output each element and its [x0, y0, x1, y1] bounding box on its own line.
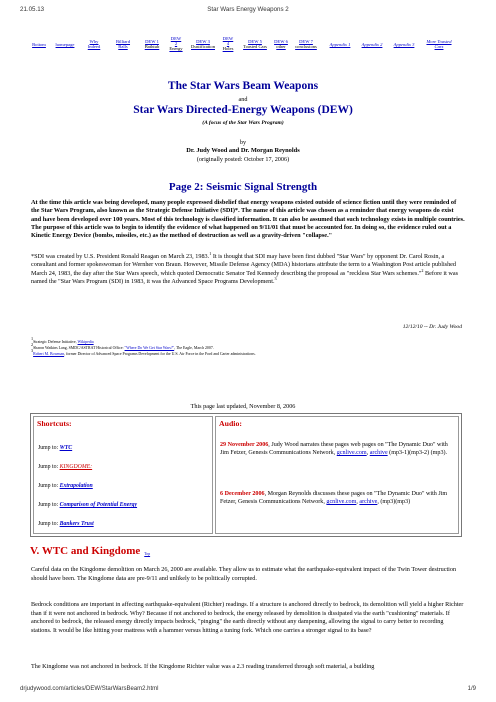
- footnote-2-link[interactable]: "Where Do We Get Star Wars?": [124, 346, 175, 350]
- mp3-links[interactable]: , (mp3)(mp3): [377, 499, 411, 506]
- audio-entry-text: , Morgan Reynolds discusses these pages on "The Dynamic Duo" with Jim Fetzer, Genesis Communications Network,: [220, 491, 448, 506]
- wtc-paragraph-3: The Kingdome was not anchored in bedrock. If the Kingdome Richter value was a 2.3 reading transferred through soft material, a building: [31, 663, 375, 670]
- nav-why-line1: Why: [89, 39, 99, 44]
- footnote-3: $^3$Robert M. Bowman, former Director of Advanced Space Programs Development for the U.S. Air Force in the Ford and Carter administrations.: [31, 348, 256, 356]
- sdi-paragraph: [31, 253, 465, 287]
- nav-billiard-line1: Billiard: [115, 39, 131, 44]
- nav-dew2-line2: 2: [174, 41, 178, 47]
- footnote-1-link[interactable]: Wikipedia: [77, 340, 94, 344]
- footnote-3-post: , former Director of Advanced Space Programs Development for the U.S. Air Force in the Ford and Carter administrations.: [64, 352, 256, 356]
- audio-entry: [220, 441, 454, 457]
- archive-link[interactable]: archive: [369, 450, 388, 457]
- page-title: Page 2: Seismic Signal Strength: [168, 181, 318, 193]
- audio-entry-date: 29 November 2006: [220, 442, 269, 448]
- print-date: 21.05.13: [20, 6, 45, 13]
- footnote-3-link[interactable]: Robert M. Bowman: [33, 352, 65, 356]
- nav-dew5-line2: Toasted Cars: [243, 44, 267, 50]
- top-link[interactable]: Top: [144, 552, 151, 556]
- nav-appendix1-link[interactable]: Appendix 1: [329, 42, 351, 47]
- sdi-text-1: *SDI was created by U.S. President Ronald Reagan on March 23, 1983.: [31, 253, 210, 260]
- jump-label: Jump to:: [38, 502, 60, 508]
- heading-dew: Star Wars Directed-Energy Weapons (DEW): [133, 104, 353, 116]
- audio-entry-text: , Judy Wood narrates these pages web pages on "The Dynamic Duo" with Jim Fetzer, Genesis Communications Network,: [220, 442, 448, 457]
- nav-dew6-line1: DEW 6: [274, 39, 288, 44]
- nav-billiard-line2: Balls: [118, 44, 128, 50]
- footnotes: [31, 336, 465, 357]
- shortcuts-panel: [33, 416, 213, 534]
- nav-dew4-link[interactable]: [220, 36, 236, 52]
- nav-dew5-link[interactable]: [240, 39, 270, 49]
- audio-panel: [215, 416, 459, 534]
- byline-authors: Dr. Judy Wood and Dr. Morgan Reynolds: [186, 147, 300, 154]
- jump-label: Jump to:: [38, 521, 60, 527]
- separator: ,: [366, 450, 370, 457]
- nav-why-indeed-link[interactable]: [84, 39, 104, 49]
- shortcut-comparison-link[interactable]: Comparison of Potential Energy: [59, 502, 138, 508]
- nav-toasted-line1: More Toasted: [426, 39, 452, 44]
- nav-dew4-line2: 4: [226, 41, 230, 47]
- gcnlive-link[interactable]: gcnlive.com: [326, 499, 357, 506]
- print-title: Star Wars Energy Weapons 2: [207, 6, 289, 13]
- jump-label: Jump to:: [38, 445, 60, 451]
- audio-title: Audio:: [219, 419, 242, 428]
- nav-dew4-line3: Holes: [222, 46, 234, 52]
- nav-why-line2: Indeed: [87, 44, 101, 50]
- posted-date: (originally posted: October 17, 2006): [196, 156, 290, 163]
- jump-label: Jump to:: [38, 464, 60, 470]
- heading-focus: (A focus of the Star Wars Program): [202, 120, 284, 126]
- signature: 12/12/10 -- Dr. Judy Wood: [402, 324, 462, 330]
- wtc-paragraph-2: Bedrock conditions are important in affecting earthquake-equivalent (Richter) readings. If a structure is anchored directly to bedrock, its demolition will yield a higher Richter than if it were not anchored in bedrock. Why? Because if not anchored to bedrock, the energy released by demolition is dissipated via the earth "cushioning" materials. If anchored to bedrock, the released energy directly impacts bedrock, "pinging" the earth directly without any dampening, allowing the signal to carry better to recording stations. It would be like hitting your mattress with a hammer versus hitting a tuning fork. Which one carries a stronger signal to its base?: [31, 601, 464, 634]
- heading-beam-weapons: The Star Wars Beam Weapons: [167, 80, 319, 92]
- shortcut-row: [38, 502, 137, 508]
- nav-dew2-link[interactable]: [166, 36, 186, 52]
- print-url: drjudywood.com/articles/DEW/StarWarsBeam2.html: [20, 686, 159, 692]
- nav-dew1-line1: DEW 1: [145, 39, 159, 44]
- nav-dew4-line1: DEW: [222, 36, 234, 41]
- print-footer: [20, 686, 476, 696]
- shortcut-wtc-link[interactable]: WTC: [59, 445, 73, 451]
- nav-billiard-balls-link[interactable]: [112, 39, 134, 49]
- shortcut-bankers-trust-link[interactable]: Bankers Trust: [59, 521, 94, 527]
- shortcut-kingdome-link[interactable]: KINGDOME:: [59, 464, 93, 470]
- last-updated: This page last updated, November 8, 2006: [190, 403, 296, 410]
- nav-appendix2-link[interactable]: Appendix 2: [361, 42, 383, 47]
- gcnlive-link[interactable]: gcnlive.com: [336, 450, 367, 457]
- intro-paragraph: At the time this article was being developed, many people expressed disbelief that energy weapons existed outside of science fiction until they were reminded of the Star Wars Program, also known as the Strategic Defense Initiative (SDI)*. The name of this article was chosen as a reminder that energy weapons do exist and have been developed over 100 years. Most of this technology is classified information. It can also be assumed that such technology exists in multiple countries. The purpose of this article was to begin to identify the evidence of what happened on 9/11/01 that must be accounted for. In doing so, the evidence ruled out a Kinetic Energy Device (bombs, missiles, etc.) as the method of destruction as well as a gravity-driven "collapse.": [31, 199, 465, 240]
- footnote-ref-2[interactable]: 2: [421, 267, 424, 273]
- nav-bottom-link[interactable]: Bottom: [32, 42, 46, 47]
- byline-by: by: [239, 139, 247, 146]
- nav-dew6-link[interactable]: [272, 39, 290, 49]
- wtc-paragraph-1: Careful data on the Kingdome demolition on March 26, 2000 are available. They allow us to estimate what the earthquake-equivalent impact of the Twin Tower destruction should have been. The Kingdome data are pre-9/11 and unlikely to be politically corrupted.: [31, 566, 457, 582]
- archive-link[interactable]: archive: [359, 499, 378, 506]
- shortcut-extrapolation-link[interactable]: Extrapolation: [59, 483, 93, 489]
- section-title: V. WTC and Kingdome: [30, 545, 141, 557]
- nav-dew1-line2: Bathtub: [144, 44, 160, 50]
- nav-dew2-line1: DEW: [170, 36, 182, 41]
- separator: ,: [356, 499, 360, 506]
- nav-appendix3-link[interactable]: Appendix 3: [393, 42, 415, 47]
- jump-label: Jump to:: [38, 483, 60, 489]
- nav-dew1-link[interactable]: [140, 39, 164, 49]
- nav-dew3-line1: DEW 3: [196, 39, 210, 44]
- audio-entry: [220, 490, 454, 506]
- footnote-1-text: Strategic Defense Initiative,: [33, 340, 78, 344]
- page-number: 1/9: [467, 686, 476, 692]
- footnote-2: $^2$Sharon Watkins Lang, SMDC/ASTRAT Historical Office: "Where Do We Get Star Wars?", The Eagle, March 2007.: [31, 342, 214, 350]
- heading-and: and: [238, 96, 248, 103]
- top-navigation: [30, 36, 456, 56]
- nav-toasted-line2: Cars: [434, 44, 444, 50]
- footnote-2-text: Sharon Watkins Lang, SMDC/ASTRAT Historical Office:: [33, 346, 125, 350]
- nav-dew3-line2: Dustification: [191, 44, 215, 50]
- shortcuts-audio-table: [30, 413, 462, 537]
- footnote-1: $^1$Strategic Defense Initiative, Wikipedia: [31, 336, 94, 344]
- audio-entry-date: 6 December 2006: [220, 491, 265, 497]
- footnote-ref-3[interactable]: 3: [274, 276, 277, 282]
- shortcuts-title: Shortcuts:: [37, 419, 72, 428]
- nav-homepage-link[interactable]: homepage: [55, 42, 75, 47]
- footnote-2-post: , The Eagle, March 2007.: [174, 346, 214, 350]
- nav-dew5-line1: DEW 5: [248, 39, 262, 44]
- shortcut-row: [38, 521, 94, 527]
- shortcut-row: [38, 445, 72, 451]
- nav-dew7-line2: conclusions: [295, 44, 317, 50]
- wtc-kingdome-heading: [30, 545, 150, 557]
- print-header: [20, 6, 476, 16]
- nav-dew3-link[interactable]: [188, 39, 218, 49]
- shortcut-row: [38, 464, 92, 470]
- nav-more-toasted-cars-link[interactable]: [422, 39, 456, 49]
- nav-dew7-link[interactable]: [292, 39, 320, 49]
- nav-dew2-line3: Energy: [169, 46, 183, 52]
- nav-dew7-line1: DEW 7: [299, 39, 313, 44]
- shortcut-row: [38, 483, 93, 489]
- footnote-ref-1[interactable]: 1: [209, 251, 212, 256]
- nav-dew6-line2: other: [276, 44, 286, 50]
- sdi-text-3: Before it was named the "Star Wars Program (SDI) in 1983, it was the Advanced Space Programs Development.: [31, 269, 459, 286]
- mp3-links[interactable]: (mp3-1)(mp3-2) (mp3).: [387, 450, 448, 457]
- sdi-text-2: It is thought that SDI may have been first dubbed "Star Wars" by opponent Dr. Carol Rosin, a consultant and former spokeswoman for Wernher von Braun. However, Missile Defense Agency (MDA) historians attribute the term to a Washington Post article published March 24, 1983, the day after the Star Wars speech, which quoted Democratic Senator Ted Kennedy describing the proposal as "reckless Star Wars schemes.": [31, 253, 457, 277]
